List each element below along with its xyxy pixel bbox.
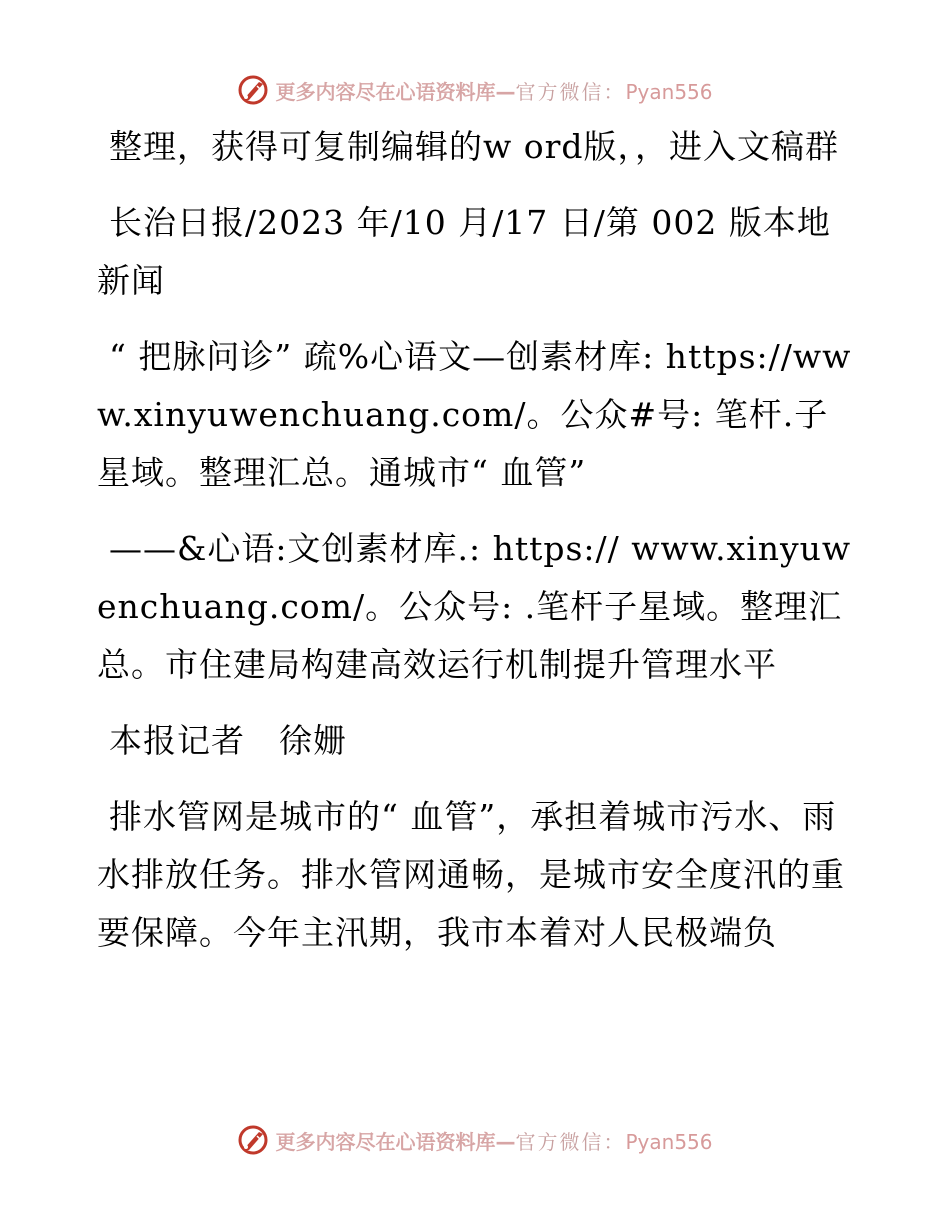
paragraph-subtitle: ——&心语:文创素材库.: https:// www.xinyuwenchuang.com/。公众号: .笔杆子星域。整理汇总。市住建局构建高效运行机制提升管理水平	[97, 529, 852, 684]
paragraph-body: 排水管网是城市的“ 血管”，承担着城市污水、雨水排放任务。排水管网通畅，是城市安全度汛的重要保障。今年主汛期，我市本着对人民极端负	[97, 797, 845, 952]
footer-banner	[0, 1120, 950, 1160]
banner-dash: —	[495, 79, 516, 104]
quill-pen-logo-icon	[237, 1124, 269, 1156]
paragraph-byline: 本报记者 徐姗	[109, 721, 347, 760]
banner-wechat-label: 官方微信：	[515, 1129, 626, 1154]
banner-account: Pyan556	[625, 79, 713, 104]
document-body	[97, 118, 857, 980]
paragraph-intro: 整理，获得可复制编辑的w ord版，，进入文稿群	[109, 127, 840, 166]
banner-dash: —	[495, 1129, 516, 1154]
banner-site: 更多内容尽在心语资料库	[275, 1129, 496, 1154]
paragraph-title: “ 把脉问诊” 疏%心语文—创素材库: https://www.xinyuwenchuang.com/。公众#号: 笔杆.子星域。整理汇总。通城市“ 血管”	[97, 337, 852, 492]
banner-text	[275, 76, 712, 105]
paragraph-source: 长治日报/2023 年/10 月/17 日/第 002 版本地新闻	[97, 203, 831, 300]
banner-wechat-label: 官方微信：	[515, 79, 626, 104]
banner-site: 更多内容尽在心语资料库	[275, 79, 496, 104]
banner-account: Pyan556	[625, 1129, 713, 1154]
banner-text	[275, 1126, 712, 1155]
quill-pen-logo-icon	[237, 74, 269, 106]
header-banner	[0, 70, 950, 110]
